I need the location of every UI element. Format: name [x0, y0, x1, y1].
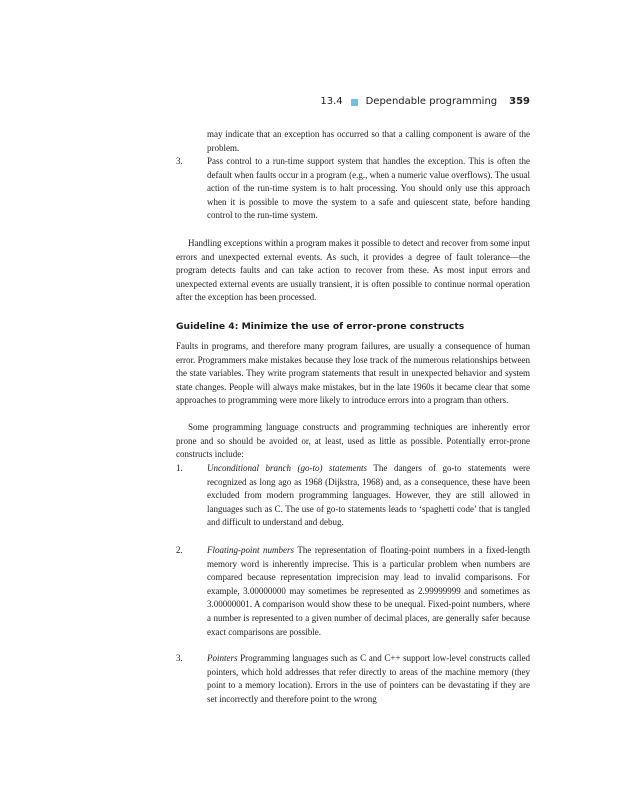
guideline-heading: Guideline 4: Minimize the use of error-prone constructs — [176, 321, 465, 332]
section-title: Dependable programming — [365, 96, 498, 107]
list-item-description: The dangers of go-to statements were recognized as long ago as 1968 (Dijkstra, 1968) and, as a consequence, these have been excluded from modern programming languages. However, they are still allowed in languages such as C. The use of go-to statements leads to ‘spaghetti code’ that is tangled and difficult to understand and debug. — [207, 463, 530, 528]
running-header — [320, 96, 530, 108]
construct-list-item-2 — [176, 544, 530, 639]
list-item-text: Pass control to a run-time support system that handles the exception. This is often the default when faults occur in a program (e.g., when a numeric value overflows). The usual action of the run-time system is to halt processing. You should only use this approach when it is possible to move the system to a safe and quiescent state, before handing control to the run-time system. — [207, 156, 530, 221]
list-item-description: Programming languages such as C and C++ support low-level constructs called pointers, which hold addresses that refer directly to areas of the machine memory (they point to a memory location). Errors in the use of pointers can be devastating if they are set incorrectly and therefore point to the wrong — [207, 653, 530, 704]
intro-continuation: may indicate that an exception has occurred so that a calling component is aware of the problem. — [207, 129, 530, 153]
list-number: 1. — [176, 463, 183, 473]
list-number: 2. — [176, 545, 183, 555]
section-marker-icon — [351, 99, 358, 106]
construct-list-item-3 — [176, 652, 530, 706]
section-number: 13.4 — [320, 96, 343, 107]
list-item-text — [207, 462, 530, 530]
list-item-text — [207, 652, 530, 706]
paragraph-faults: Faults in programs, and therefore many program failures, are usually a consequence of human error. Programmers make mistakes because they lose track of the numerous relationships between the state variables. They write program statements that result in unexpected behavior and system state changes. People will always make mistakes, but in the late 1960s it became clear that some approaches to programming were more likely to introduce errors into a program than others. — [176, 341, 530, 406]
list-item-term: Floating-point numbers — [207, 545, 295, 555]
page-number: 359 — [509, 96, 530, 107]
construct-list-item-1 — [176, 462, 530, 530]
list-item-term: Unconditional branch (go-to) statements — [207, 463, 368, 473]
list-number: 3. — [176, 653, 183, 663]
list-item-description: The representation of floating-point numbers in a fixed-length memory word is inherently imprecise. This is a particular problem when numbers are compared because representation imprecision may lead to invalid comparisons. For example, 3.00000000 may sometimes be represented as 2.99999999 and sometimes as 3.00000001. A comparison would show these to be unequal. Fixed-point numbers, where a number is represented to a given number of decimal places, are generally safer because exact comparisons are possible. — [207, 545, 530, 637]
list-item-term: Pointers — [207, 653, 238, 663]
exception-list-item-3 — [176, 155, 530, 223]
list-number: 3. — [176, 156, 183, 166]
list-item-text — [207, 544, 530, 639]
paragraph-constructs: Some programming language constructs and programming techniques are inherently error prone and so should be avoided or, at least, used as little as possible. Potentially error-prone constructs include: — [176, 422, 530, 460]
paragraph-exceptions: Handling exceptions within a program makes it possible to detect and recover from some input errors and unexpected external events. As such, it provides a degree of fault tolerance—the program detects faults and can take action to recover from these. As most input errors and unexpected external events are usually transient, it is often possible to continue normal operation after the exception has been processed. — [176, 238, 530, 303]
